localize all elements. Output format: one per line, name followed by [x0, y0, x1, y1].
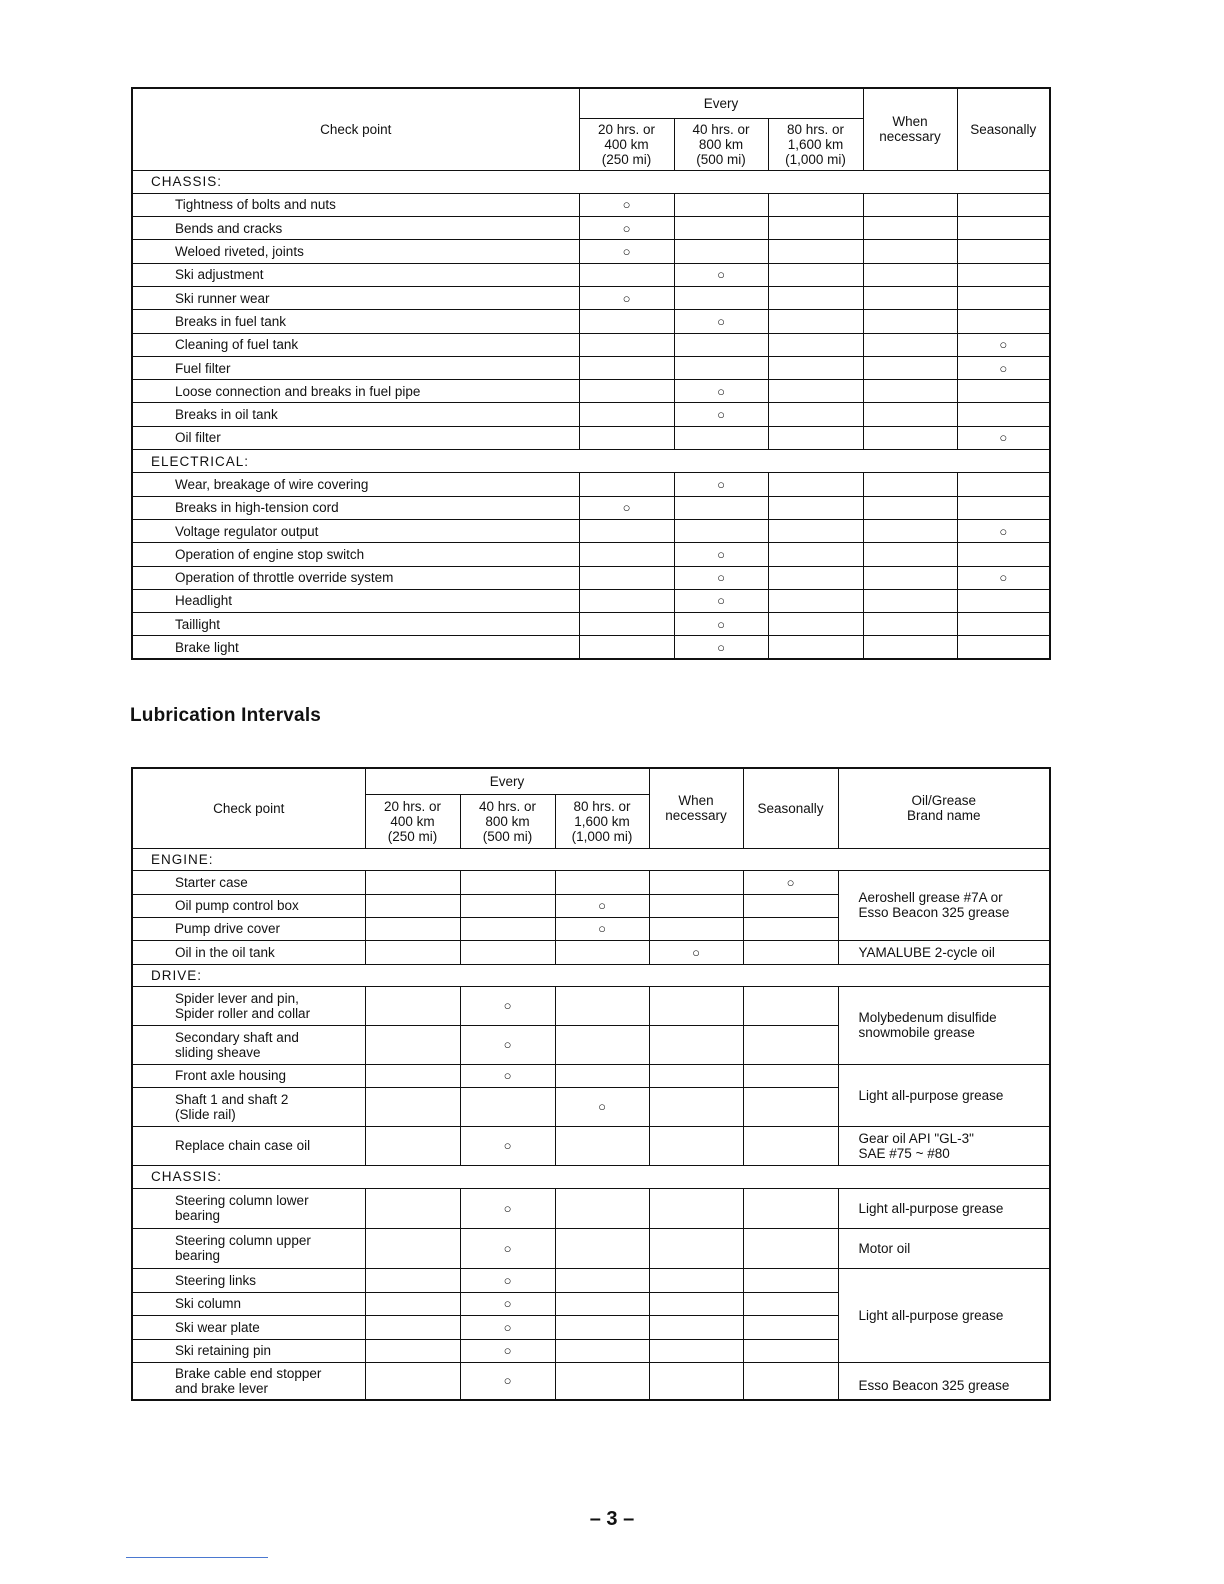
- mark-cell: ○: [674, 636, 768, 659]
- mark-cell: [863, 263, 957, 286]
- mark-cell: [555, 870, 649, 894]
- table-row: [132, 193, 1050, 216]
- header-every: Every: [579, 88, 863, 118]
- mark-cell: [768, 263, 863, 286]
- mark-cell: [743, 1087, 838, 1126]
- page-number: – 3 –: [589, 1508, 635, 1530]
- row-label: Ski adjustment: [132, 263, 579, 286]
- mark-cell: [365, 917, 460, 940]
- mark-cell: [555, 940, 649, 964]
- mark-cell: ○: [674, 403, 768, 426]
- mark-cell: ○: [579, 240, 674, 263]
- mark-cell: [365, 1087, 460, 1126]
- mark-cell: [768, 356, 863, 379]
- mark-cell: [649, 1268, 743, 1292]
- section-row: [132, 170, 1050, 193]
- mark-cell: [649, 986, 743, 1025]
- mark-cell: [768, 566, 863, 589]
- mark-cell: ○: [674, 263, 768, 286]
- mark-cell: [365, 870, 460, 894]
- row-label: Brake cable end stopper and brake lever: [132, 1362, 365, 1400]
- mark-cell: ○: [579, 217, 674, 240]
- header-interval-2: 40 hrs. or 800 km (500 mi): [674, 118, 768, 170]
- row-label: Ski column: [132, 1292, 365, 1315]
- mark-cell: ○: [674, 380, 768, 403]
- row-label: Spider lever and pin, Spider roller and collar: [132, 986, 365, 1025]
- mark-cell: ○: [579, 496, 674, 519]
- mark-cell: [743, 1339, 838, 1362]
- table-row: [132, 403, 1050, 426]
- row-label: Voltage regulator output: [132, 519, 579, 542]
- mark-cell: [555, 1064, 649, 1087]
- footer-rule: [126, 1557, 268, 1558]
- row-label: Loose connection and breaks in fuel pipe: [132, 380, 579, 403]
- table-row: [132, 566, 1050, 589]
- mark-cell: [674, 496, 768, 519]
- row-label: Breaks in high-tension cord: [132, 496, 579, 519]
- mark-cell: [555, 1362, 649, 1400]
- mark-cell: [743, 986, 838, 1025]
- mark-cell: ○: [957, 356, 1050, 379]
- brand-esso: Esso Beacon 325 grease: [838, 1362, 1050, 1400]
- mark-cell: [579, 519, 674, 542]
- table-row: [132, 333, 1050, 356]
- section-engine: ENGINE:: [132, 848, 1050, 870]
- mark-cell: ○: [460, 1025, 555, 1064]
- table-row: [132, 240, 1050, 263]
- mark-cell: [768, 333, 863, 356]
- mark-cell: [579, 333, 674, 356]
- row-label: Taillight: [132, 613, 579, 636]
- brand-yamalube: YAMALUBE 2-cycle oil: [838, 940, 1050, 964]
- mark-cell: ○: [460, 1292, 555, 1315]
- row-label: Ski retaining pin: [132, 1339, 365, 1362]
- mark-cell: [579, 403, 674, 426]
- row-label: Tightness of bolts and nuts: [132, 193, 579, 216]
- row-label: Breaks in oil tank: [132, 403, 579, 426]
- mark-cell: [649, 1025, 743, 1064]
- mark-cell: [768, 286, 863, 309]
- mark-cell: [579, 566, 674, 589]
- mark-cell: [365, 1268, 460, 1292]
- brand-gear-oil: Gear oil API "GL-3" SAE #75 ~ #80: [838, 1126, 1050, 1165]
- section-chassis: CHASSIS:: [132, 1165, 1050, 1188]
- mark-cell: ○: [460, 1188, 555, 1228]
- mark-cell: [555, 1228, 649, 1268]
- row-label: Steering links: [132, 1268, 365, 1292]
- row-label: Brake light: [132, 636, 579, 659]
- mark-cell: [863, 240, 957, 263]
- mark-cell: ○: [460, 1268, 555, 1292]
- mark-cell: [555, 1339, 649, 1362]
- mark-cell: [365, 1126, 460, 1165]
- mark-cell: [957, 310, 1050, 333]
- header-check-point: Check point: [132, 768, 365, 848]
- mark-cell: [863, 589, 957, 612]
- mark-cell: [743, 894, 838, 917]
- mark-cell: [649, 1362, 743, 1400]
- mark-cell: [674, 193, 768, 216]
- row-label: Oil pump control box: [132, 894, 365, 917]
- mark-cell: ○: [555, 1087, 649, 1126]
- mark-cell: [863, 380, 957, 403]
- mark-cell: ○: [674, 566, 768, 589]
- header-when-necessary: When necessary: [649, 768, 743, 848]
- mark-cell: [649, 894, 743, 917]
- row-label: Fuel filter: [132, 356, 579, 379]
- mark-cell: [579, 543, 674, 566]
- table-row: [132, 356, 1050, 379]
- header-interval-2: 40 hrs. or 800 km (500 mi): [460, 794, 555, 848]
- row-label: Steering column upper bearing: [132, 1228, 365, 1268]
- mark-cell: [768, 519, 863, 542]
- mark-cell: [555, 1126, 649, 1165]
- row-label: Cleaning of fuel tank: [132, 333, 579, 356]
- mark-cell: [768, 310, 863, 333]
- brand-light-grease: Light all-purpose grease: [838, 1064, 1050, 1126]
- header-interval-1: 20 hrs. or 400 km (250 mi): [365, 794, 460, 848]
- mark-cell: [555, 1268, 649, 1292]
- header-interval-1: 20 hrs. or 400 km (250 mi): [579, 118, 674, 170]
- brand-motor-oil: Motor oil: [838, 1228, 1050, 1268]
- row-label: Operation of throttle override system: [132, 566, 579, 589]
- mark-cell: [365, 986, 460, 1025]
- mark-cell: [768, 473, 863, 496]
- table-row: [132, 426, 1050, 449]
- section-row: [132, 450, 1050, 473]
- mark-cell: [743, 1362, 838, 1400]
- mark-cell: [649, 1315, 743, 1339]
- row-label: Secondary shaft and sliding sheave: [132, 1025, 365, 1064]
- section-title: Lubrication Intervals: [130, 705, 322, 726]
- row-label: Front axle housing: [132, 1064, 365, 1087]
- mark-cell: [674, 426, 768, 449]
- header-brand: Oil/Grease Brand name: [838, 768, 1050, 848]
- mark-cell: ○: [460, 1228, 555, 1268]
- header-check-point: Check point: [132, 88, 579, 170]
- mark-cell: [863, 217, 957, 240]
- mark-cell: [863, 519, 957, 542]
- mark-cell: [460, 870, 555, 894]
- mark-cell: ○: [957, 333, 1050, 356]
- brand-aeroshell: Aeroshell grease #7A or Esso Beacon 325 grease: [838, 870, 1050, 940]
- mark-cell: [743, 1268, 838, 1292]
- table-row: [132, 613, 1050, 636]
- mark-cell: [768, 636, 863, 659]
- table-row: [132, 310, 1050, 333]
- mark-cell: [768, 403, 863, 426]
- mark-cell: [365, 1188, 460, 1228]
- mark-cell: ○: [649, 940, 743, 964]
- mark-cell: [743, 1126, 838, 1165]
- mark-cell: ○: [743, 870, 838, 894]
- mark-cell: [743, 1064, 838, 1087]
- mark-cell: [957, 543, 1050, 566]
- mark-cell: [957, 240, 1050, 263]
- mark-cell: [768, 589, 863, 612]
- mark-cell: [460, 894, 555, 917]
- mark-cell: [579, 356, 674, 379]
- mark-cell: [365, 1064, 460, 1087]
- mark-cell: [649, 1087, 743, 1126]
- row-label: Replace chain case oil: [132, 1126, 365, 1165]
- header-row: [132, 88, 1050, 118]
- mark-cell: [863, 473, 957, 496]
- row-label: Shaft 1 and shaft 2 (Slide rail): [132, 1087, 365, 1126]
- mark-cell: ○: [957, 426, 1050, 449]
- row-label: Breaks in fuel tank: [132, 310, 579, 333]
- mark-cell: [743, 1025, 838, 1064]
- mark-cell: [365, 1315, 460, 1339]
- mark-cell: [649, 1188, 743, 1228]
- table-row: [132, 589, 1050, 612]
- mark-cell: [768, 217, 863, 240]
- mark-cell: [579, 380, 674, 403]
- mark-cell: [674, 333, 768, 356]
- mark-cell: ○: [674, 589, 768, 612]
- table-row: [132, 263, 1050, 286]
- mark-cell: [768, 613, 863, 636]
- mark-cell: [649, 1292, 743, 1315]
- table-row: [132, 286, 1050, 309]
- mark-cell: [555, 1315, 649, 1339]
- mark-cell: [555, 1292, 649, 1315]
- mark-cell: ○: [460, 1339, 555, 1362]
- mark-cell: [579, 310, 674, 333]
- mark-cell: [768, 543, 863, 566]
- table-row: [132, 636, 1050, 659]
- mark-cell: ○: [460, 1126, 555, 1165]
- mark-cell: [365, 1292, 460, 1315]
- row-label: Oil in the oil tank: [132, 940, 365, 964]
- row-label: Ski runner wear: [132, 286, 579, 309]
- mark-cell: ○: [579, 193, 674, 216]
- mark-cell: [365, 1228, 460, 1268]
- mark-cell: [863, 496, 957, 519]
- mark-cell: [460, 1087, 555, 1126]
- mark-cell: [555, 986, 649, 1025]
- table-row: [132, 473, 1050, 496]
- mark-cell: [957, 589, 1050, 612]
- brand-molybdenum: Molybedenum disulfide snowmobile grease: [838, 986, 1050, 1064]
- mark-cell: [649, 870, 743, 894]
- mark-cell: [365, 894, 460, 917]
- mark-cell: [674, 519, 768, 542]
- mark-cell: [365, 940, 460, 964]
- row-label: Ski wear plate: [132, 1315, 365, 1339]
- mark-cell: [863, 543, 957, 566]
- mark-cell: ○: [674, 543, 768, 566]
- mark-cell: [863, 286, 957, 309]
- mark-cell: ○: [579, 286, 674, 309]
- row-label: Operation of engine stop switch: [132, 543, 579, 566]
- mark-cell: ○: [460, 1064, 555, 1087]
- mark-cell: [365, 1339, 460, 1362]
- mark-cell: [863, 566, 957, 589]
- mark-cell: [863, 426, 957, 449]
- table-row: [132, 217, 1050, 240]
- row-label: Starter case: [132, 870, 365, 894]
- mark-cell: [649, 1339, 743, 1362]
- section-drive: DRIVE:: [132, 964, 1050, 986]
- mark-cell: [863, 310, 957, 333]
- mark-cell: [649, 1228, 743, 1268]
- mark-cell: [460, 917, 555, 940]
- mark-cell: ○: [460, 1315, 555, 1339]
- mark-cell: ○: [957, 566, 1050, 589]
- row-label: Wear, breakage of wire covering: [132, 473, 579, 496]
- mark-cell: [957, 380, 1050, 403]
- mark-cell: ○: [957, 519, 1050, 542]
- row-label: Steering column lower bearing: [132, 1188, 365, 1228]
- mark-cell: [674, 240, 768, 263]
- mark-cell: [768, 426, 863, 449]
- mark-cell: [674, 356, 768, 379]
- row-label: Weloed riveted, joints: [132, 240, 579, 263]
- mark-cell: [555, 1025, 649, 1064]
- mark-cell: [863, 636, 957, 659]
- mark-cell: [768, 380, 863, 403]
- mark-cell: [743, 917, 838, 940]
- mark-cell: [579, 589, 674, 612]
- mark-cell: [957, 263, 1050, 286]
- mark-cell: ○: [674, 473, 768, 496]
- mark-cell: [863, 193, 957, 216]
- table-row: [132, 519, 1050, 542]
- mark-cell: [768, 496, 863, 519]
- mark-cell: [649, 1126, 743, 1165]
- mark-cell: [743, 1292, 838, 1315]
- mark-cell: ○: [674, 310, 768, 333]
- row-label: Bends and cracks: [132, 217, 579, 240]
- table-row: [132, 380, 1050, 403]
- mark-cell: [674, 286, 768, 309]
- mark-cell: [743, 1228, 838, 1268]
- header-every: Every: [365, 768, 649, 794]
- mark-cell: [365, 1362, 460, 1400]
- header-seasonally: Seasonally: [743, 768, 838, 848]
- mark-cell: ○: [460, 986, 555, 1025]
- mark-cell: [579, 613, 674, 636]
- header-interval-3: 80 hrs. or 1,600 km (1,000 mi): [555, 794, 649, 848]
- mark-cell: [957, 496, 1050, 519]
- mark-cell: ○: [555, 894, 649, 917]
- section-label: ELECTRICAL:: [132, 450, 1050, 473]
- brand-light-grease: Light all-purpose grease: [838, 1268, 1050, 1362]
- mark-cell: [957, 193, 1050, 216]
- mark-cell: [743, 1315, 838, 1339]
- mark-cell: [863, 403, 957, 426]
- mark-cell: [957, 613, 1050, 636]
- mark-cell: [863, 356, 957, 379]
- table-row: [132, 496, 1050, 519]
- header-interval-3: 80 hrs. or 1,600 km (1,000 mi): [768, 118, 863, 170]
- row-label: Oil filter: [132, 426, 579, 449]
- mark-cell: [555, 1188, 649, 1228]
- mark-cell: ○: [555, 917, 649, 940]
- lubrication-table: [131, 767, 1051, 1401]
- mark-cell: [365, 1025, 460, 1064]
- mark-cell: [460, 940, 555, 964]
- header-when-necessary: When necessary: [863, 88, 957, 170]
- mark-cell: ○: [674, 613, 768, 636]
- row-label: Headlight: [132, 589, 579, 612]
- mark-cell: [957, 286, 1050, 309]
- row-label: Pump drive cover: [132, 917, 365, 940]
- section-label: CHASSIS:: [132, 170, 1050, 193]
- mark-cell: [957, 473, 1050, 496]
- mark-cell: [863, 613, 957, 636]
- mark-cell: [579, 473, 674, 496]
- header-seasonally: Seasonally: [957, 88, 1050, 170]
- mark-cell: [957, 217, 1050, 240]
- mark-cell: [743, 1188, 838, 1228]
- mark-cell: [957, 636, 1050, 659]
- mark-cell: [863, 333, 957, 356]
- table-row: [132, 543, 1050, 566]
- mark-cell: [674, 217, 768, 240]
- brand-light-grease: Light all-purpose grease: [838, 1188, 1050, 1228]
- mark-cell: [579, 636, 674, 659]
- inspection-table: [131, 87, 1051, 660]
- mark-cell: [957, 403, 1050, 426]
- mark-cell: [579, 426, 674, 449]
- mark-cell: [743, 940, 838, 964]
- mark-cell: [768, 193, 863, 216]
- mark-cell: [579, 263, 674, 286]
- mark-cell: [649, 917, 743, 940]
- mark-cell: [649, 1064, 743, 1087]
- mark-cell: [768, 240, 863, 263]
- mark-cell: ○: [460, 1362, 555, 1400]
